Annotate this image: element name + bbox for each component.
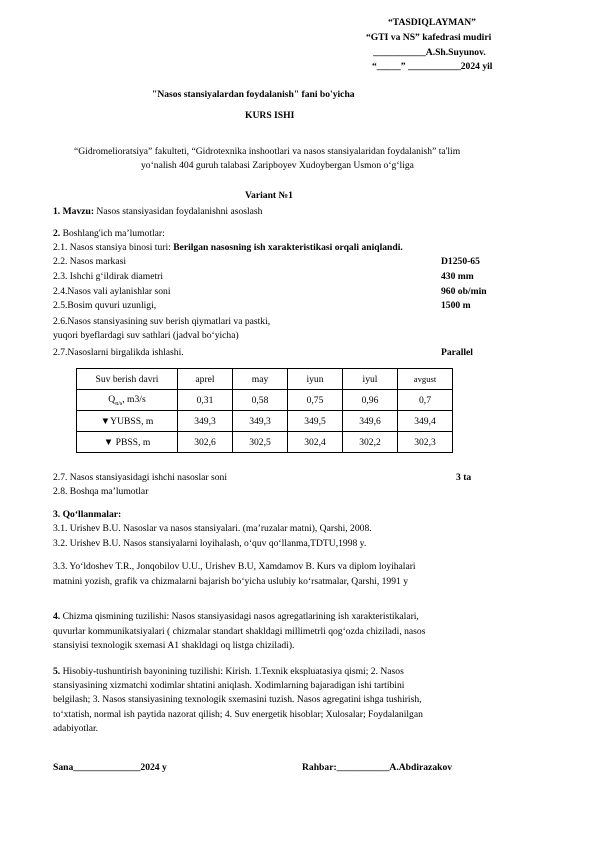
item-2-6-line-2: yuqori byeflardagi suv sathlari (jadval bo‘yicha) [53,330,239,341]
table-cell: 349,3 [233,411,288,432]
item-2-1-value: Berilgan nasosning ish xarakteristikasi orqali aniqlandi. [173,242,403,253]
item-2-1 [53,242,403,253]
manuals-heading: 3. Qo‘llanmalar: [53,509,122,520]
table-row-label [77,390,178,411]
table-row [77,432,453,453]
item-2-5-label: 2.5.Bosim quvuri uzunligi, [53,300,157,311]
topic-text: Nasos stansiyasidan foydalanishni asoslash [94,206,263,217]
topic-label: 1. Mavzu: [53,206,95,217]
table-header-row [77,369,453,390]
drawing-line-3: stansiyisi texnologik sxemasi A1 shakldagi oq listga chiziladi). [53,640,295,651]
approval-signer: ___________A.Sh.Suyunov. [373,47,486,58]
table-cell: 302,2 [343,432,398,453]
flow-symbol: Q [108,393,116,405]
footer-supervisor: Rahbar:___________A.Abdirazakov [302,762,453,773]
document-title: KURS ISHI [245,110,295,121]
explanation-line-4: to‘xtatish, normal ish paytida nazorat qilish; 4. Suv energetik hisoblar; Xulosalar; Foydalanilgan [53,709,423,720]
table-row-label: ▼ PBSS, m [77,432,178,453]
table-cell: 302,4 [288,432,343,453]
table-header-cell: may [233,369,288,390]
table-cell: 349,6 [343,411,398,432]
explanation-line-1 [53,666,404,677]
table-header-cell: avgust [398,369,453,390]
flow-subscript: n/s [115,400,123,407]
drawing-text: Chizma qismining tuzilishi: Nasos stansiyasidagi nasos agregatlarining ish xarakteristikalari, [60,611,419,622]
explanation-label: 5. [53,666,61,677]
manual-item: 3.3. Yo‘ldoshev T.R., Jonqobilov U.U., Urishev B.U, Xamdamov B. Kurs va diplom loyihalari [53,561,416,572]
initial-data-text: Boshlang'ich ma’lumotlar: [60,228,165,239]
approval-title: “TASDIQLAYMAN” [388,17,476,28]
approval-department: “GTI va NS” kafedrasi mudiri [366,32,492,43]
item-2-4-label: 2.4.Nasos vali aylanishlar soni [53,286,171,297]
table-cell: 0,75 [288,390,343,411]
table-cell: 0,7 [398,390,453,411]
item-2-4-value: 960 ob/min [441,286,487,297]
item-2-7-label: 2.7.Nasoslarni birgalikda ishlashi. [53,347,184,358]
table-cell: 302,5 [233,432,288,453]
table-cell: 302,3 [398,432,453,453]
variant-label: Variant №1 [245,190,293,201]
table-row [77,411,453,432]
item-2-3-value: 430 mm [441,271,474,282]
topic-line [53,206,262,217]
table-row-label: ▼YUBSS, m [77,411,178,432]
item-2-3-label: 2.3. Ishchi g‘ildirak diametri [53,271,164,282]
drawing-line-1 [53,611,419,622]
intro-line-1: “Gidromelioratsiya” fakulteti, “Gidrotexnika inshootlari va nasos stansiyalaridan foydalanish” ta'lim [74,146,461,157]
manual-item: 3.2. Urishev B.U. Nasos stansiyalarni loyihalash, o‘quv qo‘llanma,TDTU,1998 y. [53,538,367,549]
item-2-7-value: Parallel [441,347,473,358]
table-cell: 0,31 [178,390,233,411]
item-2-2-label: 2.2. Nasos markasi [53,256,127,267]
explanation-line-3: belgilash; 3. Nasos stansiyasining texnologik sxemasini tuzish. Nasos agregatini ishga tushirish, [53,694,422,705]
item-2-6-line-1: 2.6.Nasos stansiyasining suv berish qiymatlari va pastki, [53,316,271,327]
subject-line: "Nasos stansiyalardan foydalanish" fani bo'yicha [152,89,355,100]
explanation-text: Hisobiy-tushuntirish bayonining tuzilishi: Kirish. 1.Texnik ekspluatasiya qismi; 2. Nasos [60,666,404,677]
explanation-line-2: stansiyasining xizmatchi xodimlar shtatini aniqlash. Xodimlarning bajaradigan ishi tartibini [53,680,405,691]
flow-unit: , m3/s [122,393,146,405]
table-cell: 0,96 [343,390,398,411]
table-header-cell: iyul [343,369,398,390]
item-2-1-label: 2.1. Nasos stansiya binosi turi: [53,242,174,253]
table-row [77,390,453,411]
item-2-5-value: 1500 m [441,300,471,311]
item-2-2-value: D1250-65 [441,256,480,267]
table-header-cell: iyun [288,369,343,390]
drawing-label: 4. [53,611,61,622]
intro-line-2: yo‘nalish 404 guruh talabasi Zaripboyev Xudoybergan Usmon o‘g‘liga [141,160,414,171]
approval-date: “_____” ___________2024 yil [372,61,493,72]
pump-count-label: 2.7. Nasos stansiyasidagi ishchi nasoslar soni [53,472,228,483]
table-cell: 302,6 [178,432,233,453]
drawing-line-2: quvurlar kommunikatsiyalari ( chizmalar standart shakldagi millimetrli qog‘ozda chiziladi, nasos [53,626,426,637]
initial-data-heading [53,228,165,239]
pump-count-value: 3 ta [456,472,472,483]
table-cell: 349,4 [398,411,453,432]
table-cell: 0,58 [233,390,288,411]
footer-date: Sana______________2024 y [53,762,167,773]
table-cell: 349,5 [288,411,343,432]
manual-item: 3.1. Urishev B.U. Nasoslar va nasos stansiyalari. (ma’ruzalar matni), Qarshi, 2008. [53,523,372,534]
table-header-cell: aprel [178,369,233,390]
initial-data-label: 2. [53,228,61,239]
other-data-label: 2.8. Boshqa ma’lumotlar [53,486,149,497]
manual-item-continued: matnini yozish, grafik va chizmalarni bajarish bo‘yicha uslubiy ko‘rsatmalar, Qarshi, 1991 y [53,576,409,587]
water-supply-table [76,368,453,453]
table-header-cell: Suv berish davri [77,369,178,390]
explanation-line-5: adabiyotlar. [53,723,99,734]
table-cell: 349,3 [178,411,233,432]
